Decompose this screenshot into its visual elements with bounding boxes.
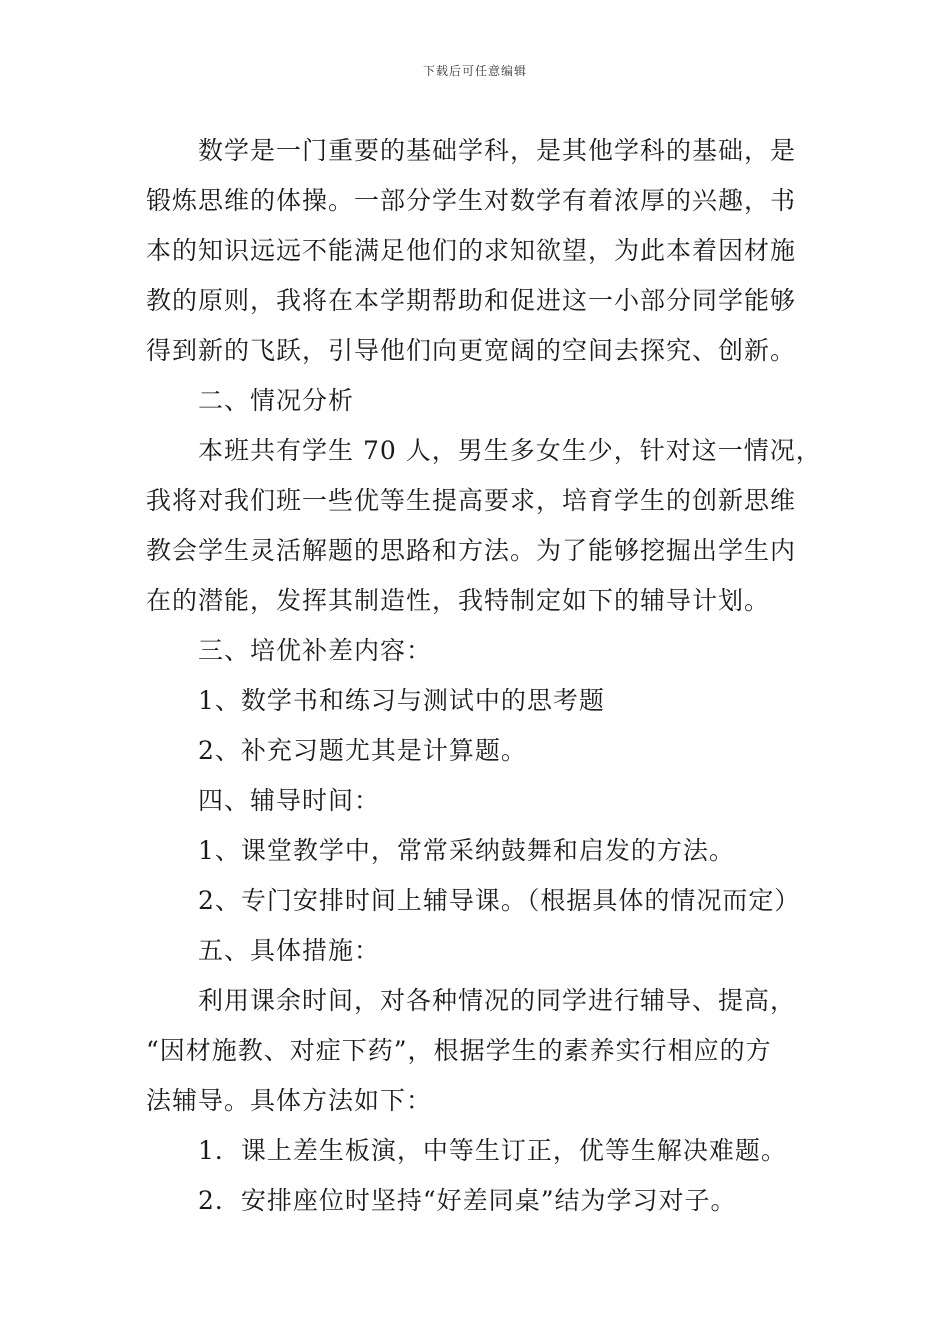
list-item: 1．课上差生板演，中等生订正，优等生解决难题。 xyxy=(198,1136,787,1165)
paragraph-line: 锻炼思维的体操。一部分学生对数学有着浓厚的兴趣，书 xyxy=(146,186,797,215)
paragraph-line: 在的潜能，发挥其制造性，我特制定如下的辅导计划。 xyxy=(146,586,771,615)
paragraph-line: 得到新的飞跃，引导他们向更宽阔的空间去探究、创新。 xyxy=(146,336,797,365)
paragraph-line: 我将对我们班一些优等生提高要求，培育学生的创新思维 xyxy=(146,486,797,515)
document-body xyxy=(146,126,822,1226)
paragraph-line: 本的知识远远不能满足他们的求知欲望，为此本着因材施 xyxy=(146,236,797,265)
paragraph-line: 本班共有学生 70 人，男生多女生少，针对这一情况， xyxy=(198,436,822,465)
paragraph-line: 利用课余时间，对各种情况的同学进行辅导、提高， xyxy=(198,986,797,1015)
header-note: 下载后可任意编辑 xyxy=(422,64,527,78)
section-heading: 四、辅导时间： xyxy=(198,786,381,815)
paragraph-line: 法辅导。具体方法如下： xyxy=(146,1086,433,1115)
paragraph-line: 教会学生灵活解题的思路和方法。为了能够挖掘出学生内 xyxy=(146,536,797,565)
section-heading: 二、情况分析 xyxy=(198,386,355,415)
list-item: 2、补充习题尤其是计算题。 xyxy=(198,736,527,765)
list-item: 1、课堂教学中，常常采纳鼓舞和启发的方法。 xyxy=(198,836,735,865)
list-item: 2、专门安排时间上辅导课。（根据具体的情况而定） xyxy=(198,886,801,915)
paragraph-line: 教的原则，我将在本学期帮助和促进这一小部分同学能够 xyxy=(146,286,797,315)
section-heading: 五、具体措施： xyxy=(198,936,381,965)
paragraph-line: “因材施教、对症下药”，根据学生的素养实行相应的方 xyxy=(146,1036,772,1065)
list-item: 2．安排座位时坚持“好差同桌”结为学习对子。 xyxy=(198,1186,737,1215)
list-item: 1、数学书和练习与测试中的思考题 xyxy=(198,686,605,715)
paragraph-line: 数学是一门重要的基础学科，是其他学科的基础，是 xyxy=(198,136,797,165)
section-heading: 三、培优补差内容： xyxy=(198,636,433,665)
